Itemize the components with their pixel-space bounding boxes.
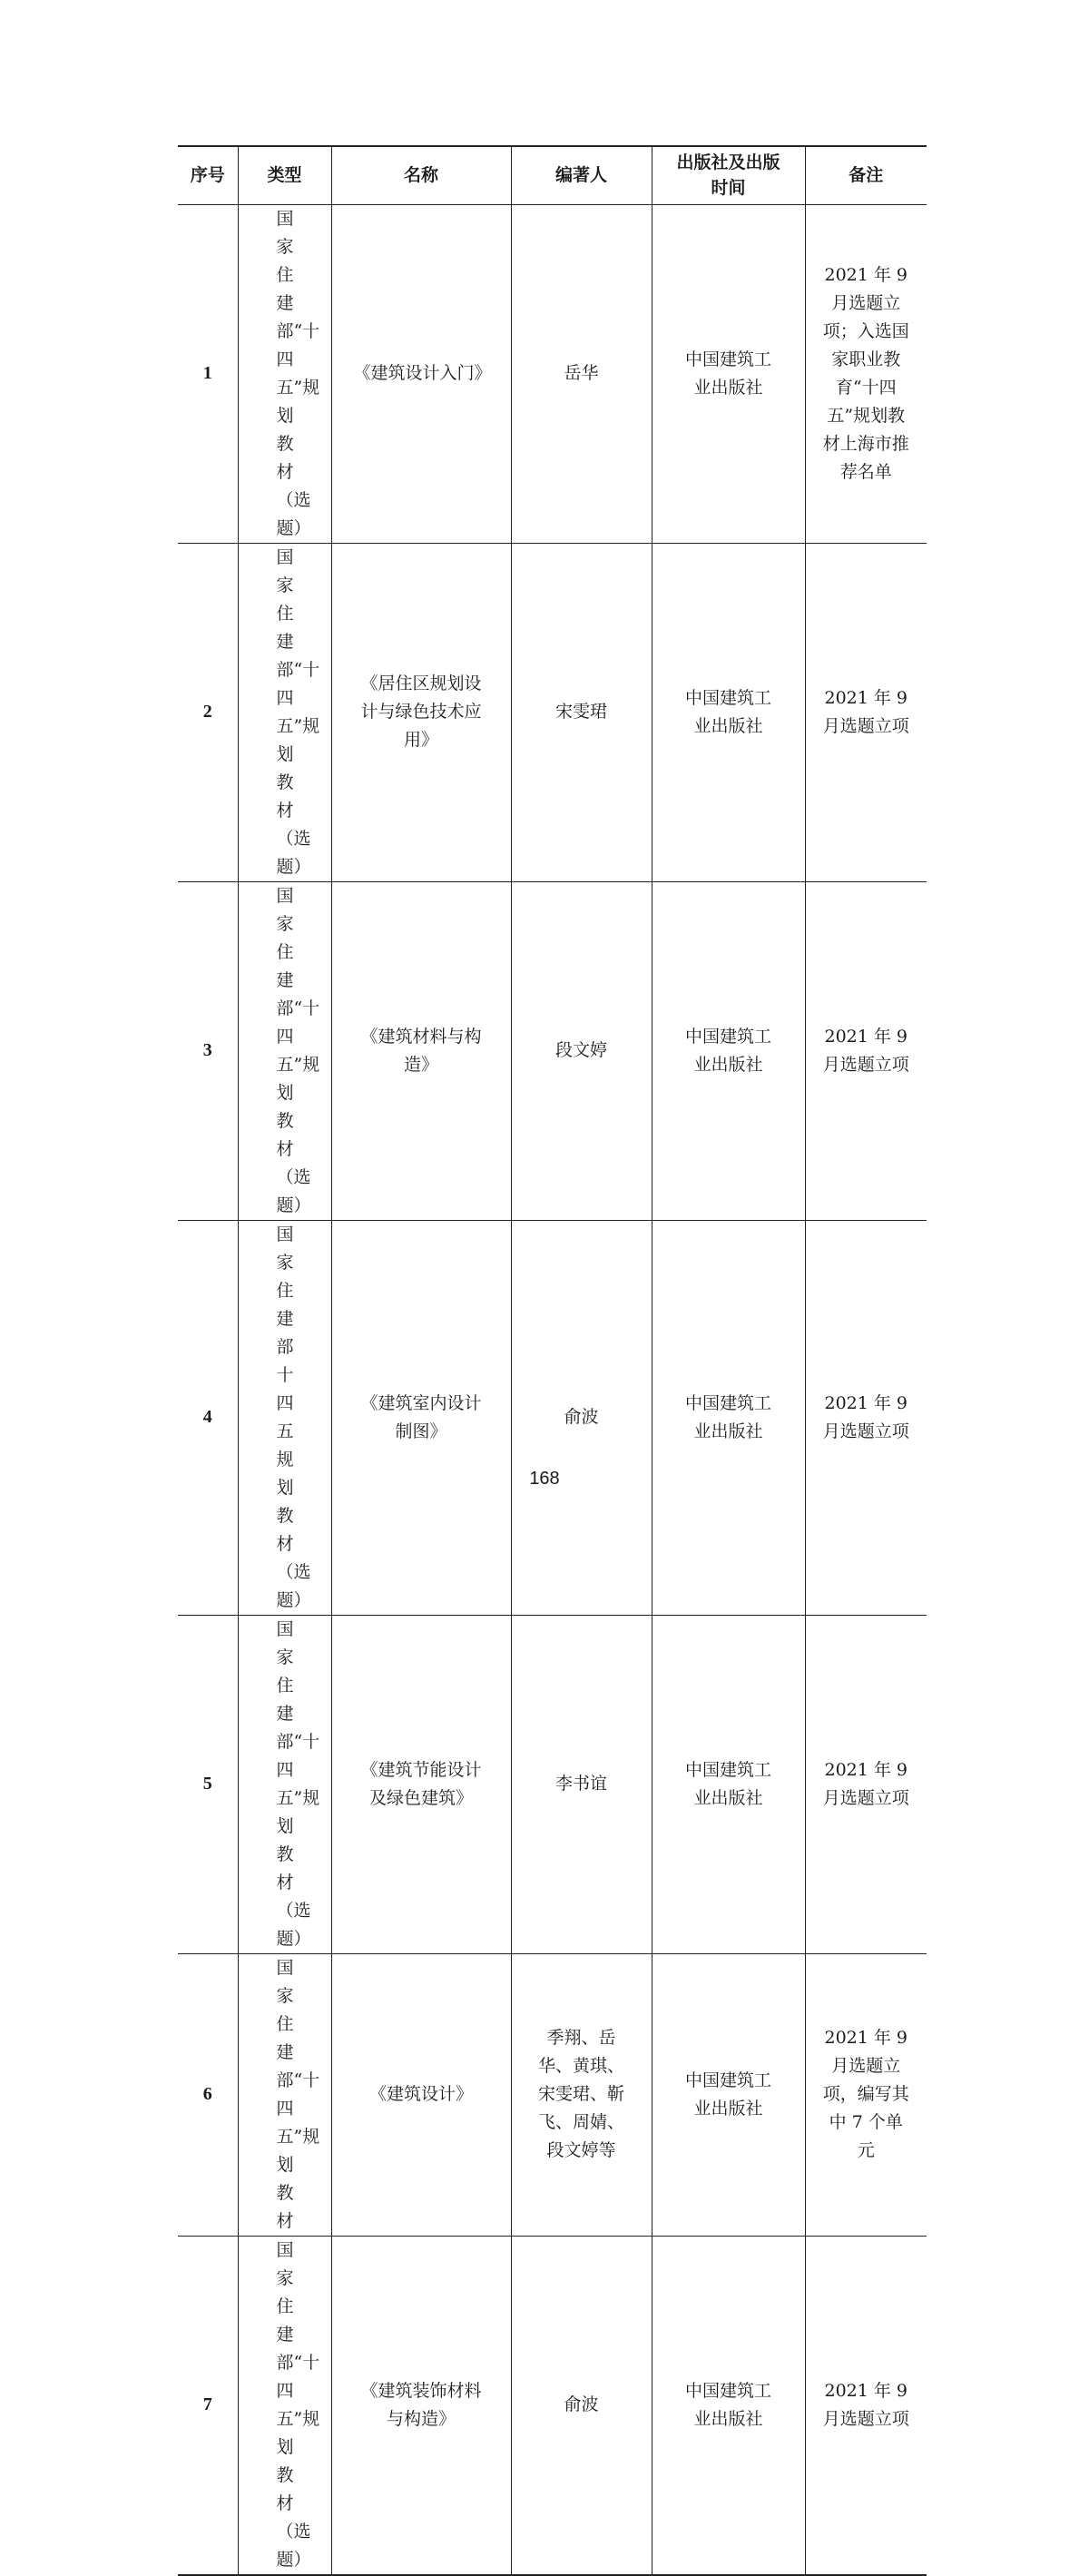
header-name: 名称: [331, 146, 511, 204]
cell-note: 2021 年 9 月选题立项: [805, 2236, 927, 2575]
cell-publisher: 中国建筑工业出版社: [652, 204, 805, 543]
table-row: [178, 204, 927, 543]
table-row: [178, 1615, 927, 1953]
cell-serial-number: 5: [178, 1615, 238, 1953]
table-row: [178, 1953, 927, 2236]
cell-type: 国家住建部“十四五”规划教材（选题）: [238, 204, 331, 543]
cell-serial-number: 4: [178, 1220, 238, 1615]
cell-note: 2021 年 9 月选题立项: [805, 881, 927, 1220]
cell-publisher: 中国建筑工业出版社: [652, 1220, 805, 1615]
cell-type: 国家住建部“十四五”规划教材（选题）: [238, 2236, 331, 2575]
cell-name: 《建筑设计入门》: [331, 204, 511, 543]
cell-serial-number: 1: [178, 204, 238, 543]
header-type: 类型: [238, 146, 331, 204]
cell-author: 岳华: [511, 204, 652, 543]
cell-publisher: 中国建筑工业出版社: [652, 1615, 805, 1953]
cell-note: 2021 年 9 月选题立项: [805, 1615, 927, 1953]
cell-serial-number: 7: [178, 2236, 238, 2575]
cell-author: 季翔、岳华、黄琪、宋雯珺、靳飞、周婧、段文婷等: [511, 1953, 652, 2236]
cell-type: 国家住建部十四五规划教材（选题）: [238, 1220, 331, 1615]
cell-publisher: 中国建筑工业出版社: [652, 881, 805, 1220]
table-row: [178, 543, 927, 881]
cell-type: 国家住建部“十四五”规划教材（选题）: [238, 1615, 331, 1953]
cell-author: 俞波: [511, 2236, 652, 2575]
cell-serial-number: 3: [178, 881, 238, 1220]
table-row: [178, 2236, 927, 2575]
cell-name: 《建筑材料与构造》: [331, 881, 511, 1220]
cell-author: 宋雯珺: [511, 543, 652, 881]
cell-note: 2021 年 9 月选题立项，编写其中 7 个单元: [805, 1953, 927, 2236]
cell-serial-number: 6: [178, 1953, 238, 2236]
cell-author: 段文婷: [511, 881, 652, 1220]
table-body: [178, 204, 927, 2575]
cell-note: 2021 年 9 月选题立项: [805, 1220, 927, 1615]
cell-name: 《建筑节能设计及绿色建筑》: [331, 1615, 511, 1953]
cell-publisher: 中国建筑工业出版社: [652, 543, 805, 881]
cell-serial-number: 2: [178, 543, 238, 881]
table-row: [178, 881, 927, 1220]
cell-name: 《建筑装饰材料与构造》: [331, 2236, 511, 2575]
cell-name: 《建筑设计》: [331, 1953, 511, 2236]
cell-name: 《建筑室内设计制图》: [331, 1220, 511, 1615]
cell-note: 2021 年 9 月选题立项: [805, 543, 927, 881]
header-serial-number: 序号: [178, 146, 238, 204]
cell-type: 国家住建部“十四五”规划教材（选题）: [238, 881, 331, 1220]
table-header-row: [178, 146, 927, 204]
page-number: 168: [529, 1469, 560, 1489]
cell-publisher: 中国建筑工业出版社: [652, 2236, 805, 2575]
cell-name: 《居住区规划设计与绿色技术应用》: [331, 543, 511, 881]
header-note: 备注: [805, 146, 927, 204]
table-row: [178, 1220, 927, 1615]
cell-type: 国家住建部“十四五”规划教材（选题）: [238, 543, 331, 881]
header-publisher: 出版社及出版时间: [652, 146, 805, 204]
textbook-table: [178, 145, 927, 2576]
cell-note: 2021 年 9 月选题立项；入选国家职业教育“十四五”规划教材上海市推荐名单: [805, 204, 927, 543]
cell-publisher: 中国建筑工业出版社: [652, 1953, 805, 2236]
cell-type: 国家住建部“十四五”规划教材: [238, 1953, 331, 2236]
cell-author: 俞波: [511, 1220, 652, 1615]
header-author: 编著人: [511, 146, 652, 204]
cell-author: 李书谊: [511, 1615, 652, 1953]
